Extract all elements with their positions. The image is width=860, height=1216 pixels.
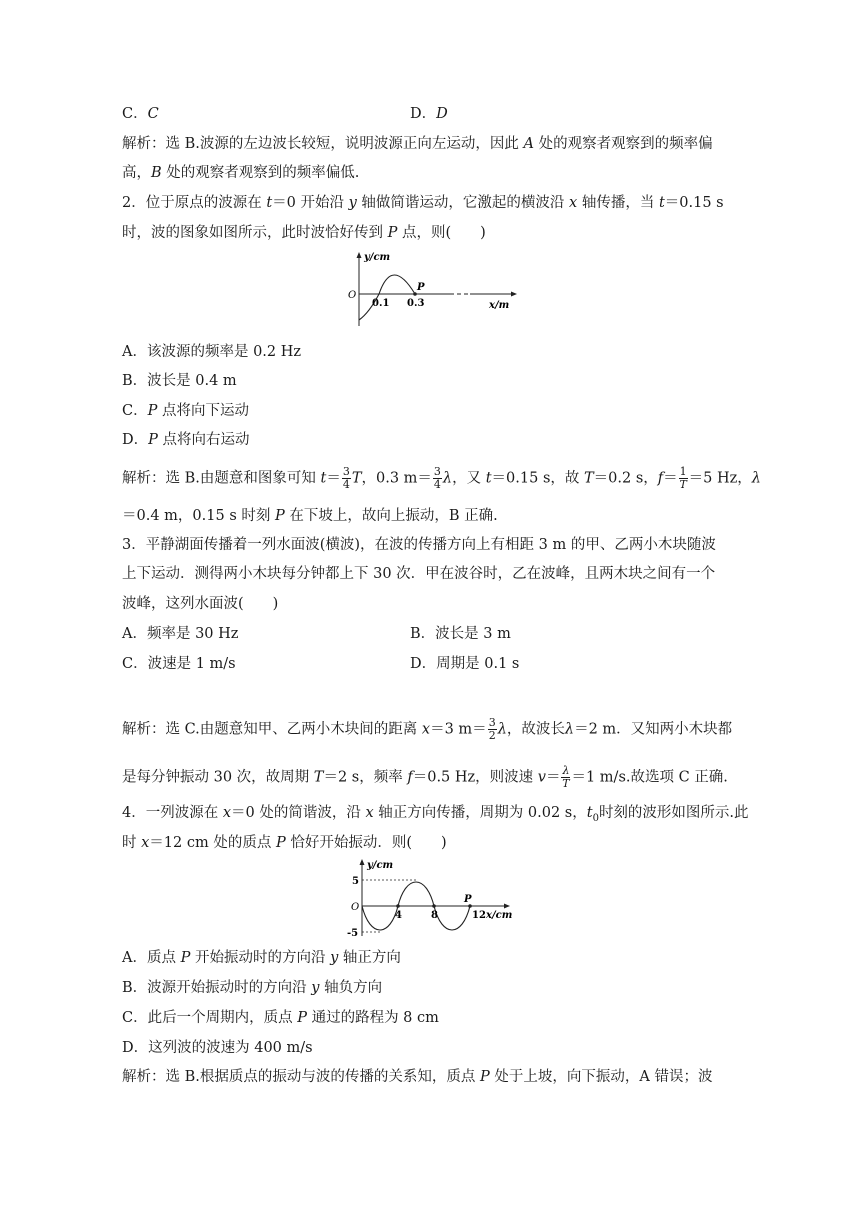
q2-stem-line-2: 时，波的图象如图所示，此时波恰好传到 P 点，则( ) bbox=[122, 225, 486, 241]
q4-x-arrow bbox=[504, 904, 510, 909]
q2-tick-label-0.3: 0.3 bbox=[407, 298, 425, 309]
q4-x-label: x/cm bbox=[486, 910, 513, 921]
q4-x-tick-12: 12 bbox=[472, 910, 486, 921]
q1-option-d: D．D bbox=[410, 106, 448, 122]
q4-origin-label: O bbox=[351, 902, 360, 913]
q2-option-d: D．P 点将向右运动 bbox=[122, 432, 250, 448]
q4-option-d: D．这列波的波速为 400 m/s bbox=[122, 1040, 313, 1056]
q3-fraction-lambda-T: $\frac{\lambda}{T}$ bbox=[562, 764, 570, 790]
q4-y-label: y/cm bbox=[367, 860, 394, 871]
q4-point-8 bbox=[432, 904, 436, 908]
q4-stem-line-2: 时 x＝12 cm 处的质点 P 恰好开始振动．则( ) bbox=[122, 835, 447, 851]
q3-answer-line-1: 解析：选 C.由题意知甲、乙两小木块间的距离 x＝3 m＝ $\frac{3}{2}$ λ，故波长λ＝2 m．又知两小木块都 bbox=[122, 716, 733, 742]
q3-stem-line-2: 上下运动．测得两小木块每分钟都上下 30 次．甲在波谷时，乙在波峰，且两木块之间有一个 bbox=[122, 566, 716, 582]
q4-x-tick-4: 4 bbox=[395, 910, 402, 921]
q4-p-label: P bbox=[464, 894, 472, 905]
q1-answer-line-2: 高，B 处的观察者观察到的频率偏低. bbox=[122, 165, 360, 181]
q2-fraction-1-T: $\frac{1}{T}$ bbox=[679, 465, 687, 491]
q2-fraction-3-4: $\frac{3}{4}$ bbox=[342, 465, 350, 491]
q3-stem-line-1: 3．平静湖面传播着一列水面波(横波)，在波的传播方向上有相距 3 m 的甲、乙两小木块随波 bbox=[122, 537, 716, 553]
q3-answer-line-2: 是每分钟振动 30 次，故周期 T＝2 s，频率 f＝0.5 Hz，则波速 v＝ $\frac{\lambda}{T}$ ＝1 m/s.故选项 C 正确. bbox=[122, 764, 728, 790]
q2-y-label: y/cm bbox=[364, 252, 391, 263]
q3-option-b: B．波长是 3 m bbox=[410, 626, 511, 642]
q2-answer-line-1: 解析：选 B.由题意和图象可知 t＝ $\frac{3}{4}$ T，0.3 m＝ $\frac{3}{4}$ λ，又 t＝0.15 s，故 T＝0.2 s，f＝ $\frac{1}{T}$ ＝5 Hz，λ bbox=[122, 465, 761, 491]
q3-option-a: A．频率是 30 Hz bbox=[122, 626, 239, 642]
q3-stem-line-3: 波峰，这列水面波( ) bbox=[122, 596, 279, 612]
q2-option-c: C．P 点将向下运动 bbox=[122, 403, 249, 419]
q4-y-tick-neg5: -5 bbox=[347, 928, 359, 938]
q4-y-tick-5: 5 bbox=[352, 876, 359, 887]
q2-option-a: A．该波源的频率是 0.2 Hz bbox=[122, 344, 302, 360]
q4-y-arrow bbox=[360, 859, 365, 865]
q2-p-label: P bbox=[417, 282, 425, 293]
q4-stem-line-1: 4．一列波源在 x＝0 处的简谐波，沿 x 轴正方向传播，周期为 0.02 s，$t_0$时刻的波形如图所示.此 bbox=[122, 805, 749, 824]
q4-option-a: A．质点 P 开始振动时的方向沿 y 轴正方向 bbox=[122, 950, 401, 966]
q3-fraction-3-2: $\frac{3}{2}$ bbox=[488, 716, 496, 742]
q1-answer-line-1: 解析：选 B.波源的左边波长较短，说明波源正向左运动，因此 A 处的观察者观察到的频率偏 bbox=[122, 136, 713, 152]
q2-y-arrow bbox=[357, 252, 362, 258]
q2-stem-line-1: 2．位于原点的波源在 t＝0 开始沿 y 轴做简谐运动，它激起的横波沿 x 轴传播，当 t＝0.15 s bbox=[122, 195, 724, 211]
q2-x-arrow bbox=[511, 292, 517, 297]
q3-option-d: D．周期是 0.1 s bbox=[410, 656, 520, 672]
q4-option-c: C．此后一个周期内，质点 P 通过的路程为 8 cm bbox=[122, 1010, 439, 1026]
q4-x-tick-8: 8 bbox=[431, 910, 438, 921]
q4-answer-line-1: 解析：选 B.根据质点的振动与波的传播的关系知，质点 P 处于上坡，向下振动，A 错误；波 bbox=[122, 1069, 713, 1085]
q4-wave-figure bbox=[345, 856, 515, 938]
q4-option-b: B．波源开始振动时的方向沿 y 轴负方向 bbox=[122, 980, 383, 996]
q2-answer-line-2: ＝0.4 m，0.15 s 时刻 P 在下坡上，故向上振动，B 正确. bbox=[122, 508, 498, 524]
q1-option-c: C．C bbox=[122, 106, 159, 122]
q2-option-b: B．波长是 0.4 m bbox=[122, 373, 237, 389]
q4-point-4 bbox=[396, 904, 400, 908]
q2-tick-label-0.1: 0.1 bbox=[372, 298, 390, 309]
q2-x-label: x/m bbox=[489, 300, 510, 311]
q3-option-c: C．波速是 1 m/s bbox=[122, 656, 236, 672]
q2-wave-figure bbox=[342, 250, 522, 330]
q2-fraction-3-4-b: $\frac{3}{4}$ bbox=[433, 465, 441, 491]
q2-origin-label: O bbox=[348, 290, 357, 301]
